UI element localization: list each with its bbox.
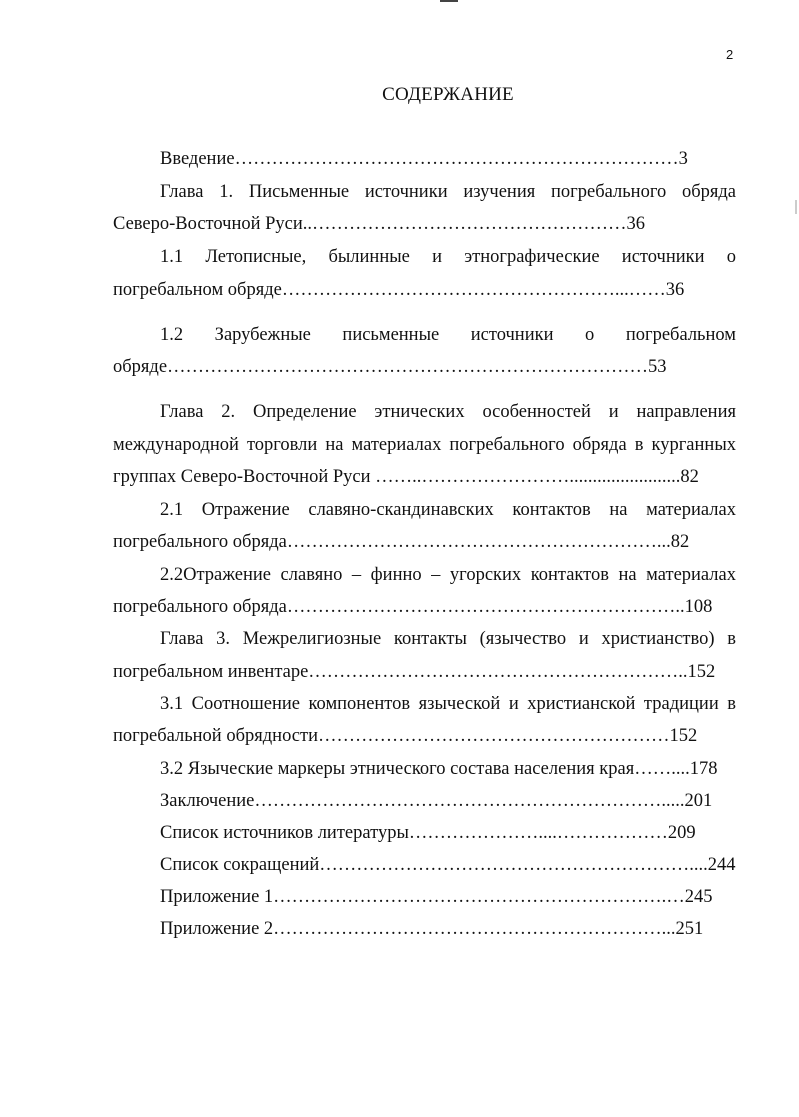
toc-entry-2-1-cont: погребального обряда……………………………………………………...82 <box>113 532 690 552</box>
toc-entry-chapter-3: Глава 3. Межрелигиозные контакты (язычество и христианство) в <box>160 629 736 649</box>
toc-entry-2-1: 2.1 Отражение славяно-скандинавских контактов на материалах <box>160 500 736 520</box>
toc-entry-chapter-2: Глава 2. Определение этнических особенностей и направления <box>160 402 736 422</box>
toc-entry-chapter-3-cont: погребальном инвентаре……………………………………………………..152 <box>113 662 716 682</box>
toc-entry-1-1: 1.1 Летописные, былинные и этнографические источники о <box>160 247 736 267</box>
toc-entry-3-1-cont: погребальной обрядности…………………………………………………152 <box>113 726 698 746</box>
toc-entry-conclusion: Заключение………………………………………………………….....201 <box>160 791 713 811</box>
toc-entry-2-2-cont: погребального обряда………………………………………………………..108 <box>113 597 713 617</box>
toc-entry-1-1-cont: погребальном обряде………………………………………………...……36 <box>113 280 685 300</box>
toc-entry-3-1: 3.1 Соотношение компонентов языческой и христианской традиции в <box>160 694 736 714</box>
toc-entry-chapter-1-cont: Северо-Восточной Руси..……………………………………………36 <box>113 214 646 234</box>
toc-entry-appendix-2: Приложение 2………………………………………………………...251 <box>160 919 704 939</box>
toc-entry-2-2: 2.2Отражение славяно – финно – угорских контактов на материалах <box>160 565 736 585</box>
toc-entry-sources: Список источников литературы…………………....………………209 <box>160 823 696 843</box>
toc-entry-chapter-1: Глава 1. Письменные источники изучения погребального обряда <box>160 182 736 202</box>
toc-entry-chapter-2-cont2: группах Северо-Восточной Руси ……..……………………........................82 <box>113 467 699 487</box>
toc-entry-1-2-cont: обряде……………………………………………………………………53 <box>113 357 667 377</box>
toc-entry-1-2: 1.2 Зарубежные письменные источники о погребальном <box>160 325 736 345</box>
toc-title: СОДЕРЖАНИЕ <box>382 84 514 105</box>
scan-edge-artifact <box>795 200 797 214</box>
toc-entry-3-2: 3.2 Языческие маркеры этнического состава населения края……....178 <box>160 759 718 779</box>
toc-entry-chapter-2-cont: международной торговли на материалах погребального обряда в курганных <box>113 435 736 455</box>
toc-entry-abbreviations: Список сокращений……………………………………………………....244 <box>160 855 736 875</box>
toc-entry-appendix-1: Приложение 1……………………………………………………….…245 <box>160 887 713 907</box>
page-number: 2 <box>726 47 734 62</box>
scan-artifact <box>440 0 458 2</box>
toc-entry-introduction: Введение………………………………………………………………3 <box>160 149 688 169</box>
